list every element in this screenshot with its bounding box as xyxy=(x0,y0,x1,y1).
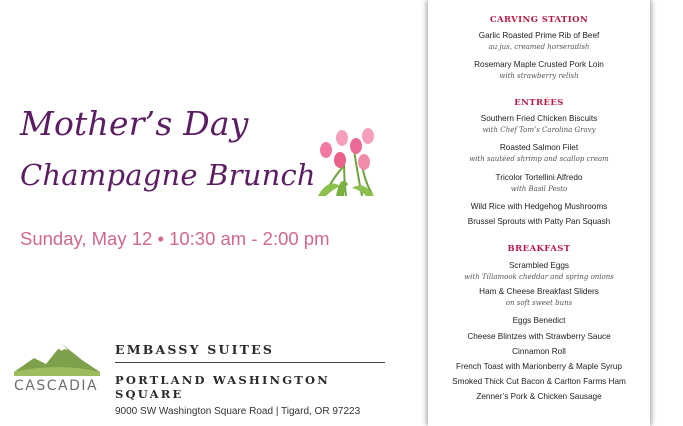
menu-item: Southern Fried Chicken Biscuits xyxy=(480,114,598,123)
menu-item: Roasted Salmon Filet xyxy=(499,143,579,152)
hotel-name: EMBASSY SUITES xyxy=(115,342,385,363)
event-date-time: Sunday, May 12 • 10:30 am - 2:00 pm xyxy=(20,228,330,249)
menu-card xyxy=(428,0,650,426)
hotel-address: 9000 SW Washington Square Road | Tigard, OR 97223 xyxy=(115,406,361,417)
menu-item-desc: with sautéed shrimp and scallop cream xyxy=(469,155,609,163)
section-title-carving: CARVING STATION xyxy=(489,15,589,25)
menu-item: Ham & Cheese Breakfast Sliders xyxy=(479,287,599,296)
menu-item: French Toast with Marionberry & Maple Syrup xyxy=(456,362,622,371)
menu-item: Wild Rice with Hedgehog Mushrooms xyxy=(470,202,608,211)
hotel-block xyxy=(115,342,385,417)
menu-item-desc: on soft sweet buns xyxy=(505,299,573,307)
event-title-line2: Champagne Brunch xyxy=(20,158,316,192)
menu-item: Cheese Blintzes with Strawberry Sauce xyxy=(467,332,611,341)
menu-item: Garlic Roasted Prime Rib of Beef xyxy=(478,31,600,40)
menu-item: Eggs Benedict xyxy=(512,316,566,325)
menu-item-desc: with Tillamook cheddar and spring onions xyxy=(464,273,614,281)
menu-item: Cinnamon Roll xyxy=(512,347,566,356)
menu-item: Smoked Thick Cut Bacon & Carlton Farms Ham xyxy=(452,377,626,386)
tulips-icon xyxy=(314,126,378,198)
section-title-breakfast: BREAKFAST xyxy=(507,244,571,254)
menu-item-desc: with Basil Pesto xyxy=(510,185,568,193)
menu-item: Scrambled Eggs xyxy=(508,261,570,270)
menu-item: Rosemary Maple Crusted Pork Loin xyxy=(474,60,604,69)
event-title-line1: Mother’s Day xyxy=(20,104,249,143)
menu-item-desc: with Chef Tom’s Carolina Gravy xyxy=(482,126,596,134)
hotel-location: PORTLAND WASHINGTON SQUARE xyxy=(115,373,330,401)
section-title-entrees: ENTRÉES xyxy=(514,98,564,108)
menu-item: Brussel Sprouts with Patty Pan Squash xyxy=(467,217,611,226)
menu-item-desc: with strawberry relish xyxy=(499,72,579,80)
menu-item: Tricolor Tortellini Alfredo xyxy=(495,173,583,182)
logo-text: CASCADIA xyxy=(14,378,99,394)
menu-item-desc: au jus, creamed horseradish xyxy=(488,43,590,51)
menu-item: Zenner’s Pork & Chicken Sausage xyxy=(476,392,602,401)
